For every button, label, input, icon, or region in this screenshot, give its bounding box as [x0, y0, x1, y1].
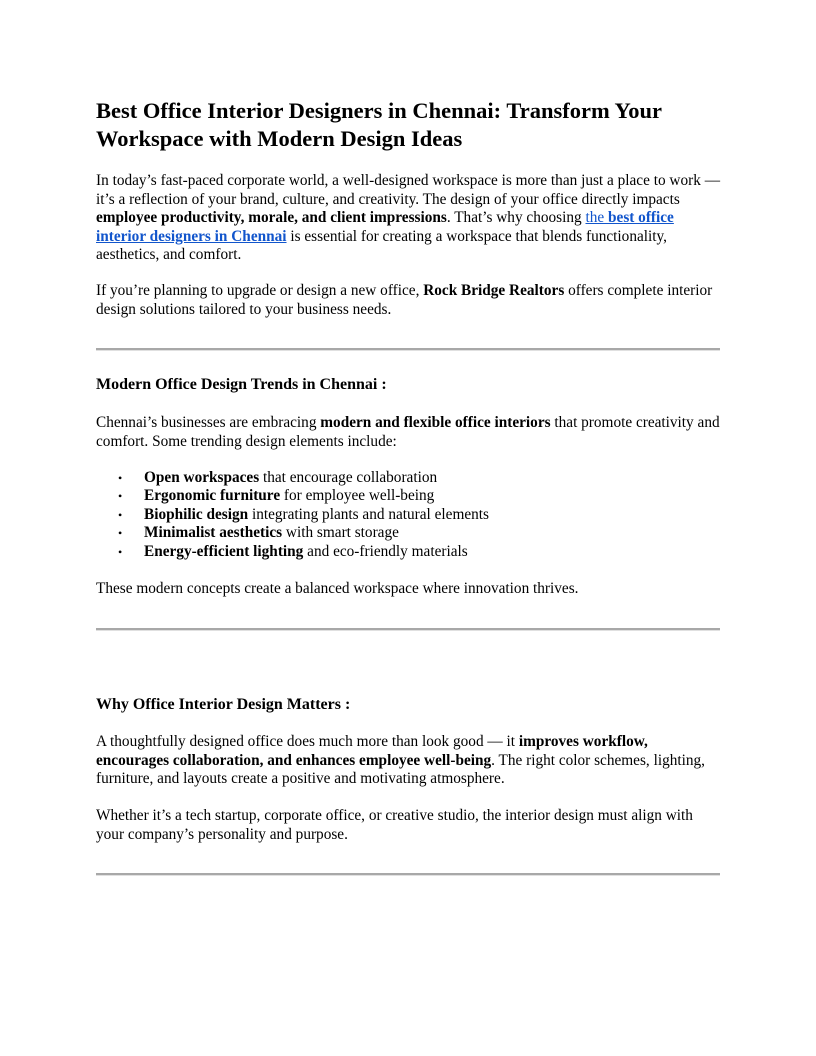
why-paragraph-1: A thoughtfully designed office does much more than look good — it improves workflow, encourages collaboration, and enhances employee well-being. The right color schemes, lighting, furniture, and layouts create a positive and motivating atmosphere.: [96, 733, 705, 788]
why-heading: Why Office Interior Design Matters :: [96, 696, 351, 713]
list-item: • Ergonomic furniture for employee well-being: [118, 487, 435, 505]
bullet-icon: •: [118, 507, 123, 522]
trends-heading: Modern Office Design Trends in Chennai :: [96, 376, 387, 393]
section-divider: [96, 628, 720, 630]
section-divider: [96, 873, 720, 875]
intro-paragraph-2: If you’re planning to upgrade or design a new office, Rock Bridge Realtors offers complete interior design solutions tailored to your business needs.: [96, 282, 713, 318]
trends-intro-paragraph: Chennai’s businesses are embracing modern and flexible office interiors that promote creativity and comfort. Some trending design elements include:: [96, 414, 720, 450]
best-designers-link[interactable]: the best office interior designers in Chennai: [96, 209, 674, 245]
intro-bold-phrase: employee productivity, morale, and client impressions: [96, 209, 447, 227]
bullet-icon: •: [118, 471, 123, 485]
list-item: • Minimalist aesthetics with smart storage: [118, 524, 399, 542]
bullet-icon: •: [118, 526, 123, 541]
bullet-icon: •: [118, 544, 123, 559]
bullet-icon: •: [118, 489, 123, 504]
why-paragraph-2: Whether it’s a tech startup, corporate office, or creative studio, the interior design must align with your company’s personality and purpose.: [96, 807, 693, 843]
list-item: • Biophilic design integrating plants and natural elements: [118, 505, 489, 523]
intro-paragraph-1: In today’s fast-paced corporate world, a well-designed workspace is more than just a place to work — it’s a reflection of your brand, culture, and creativity. The design of your office directly impacts employee productivity, morale, and client impressions. That’s why choosing the best office interior designers in Chennai is essential for creating a workspace that blends functionality, aesthetics, and comfort.: [96, 172, 720, 264]
company-name: Rock Bridge Realtors: [423, 282, 565, 299]
page-title: Best Office Interior Designers in Chennai: Transform Your Workspace with Modern Design Ideas: [96, 98, 662, 151]
list-item: • Energy-efficient lighting and eco-friendly materials: [118, 542, 468, 560]
list-item: • Open workspaces that encourage collaboration: [118, 469, 438, 486]
section-divider: [96, 348, 720, 350]
trends-list: [96, 469, 720, 561]
trends-closing-paragraph: These modern concepts create a balanced workspace where innovation thrives.: [96, 580, 579, 597]
